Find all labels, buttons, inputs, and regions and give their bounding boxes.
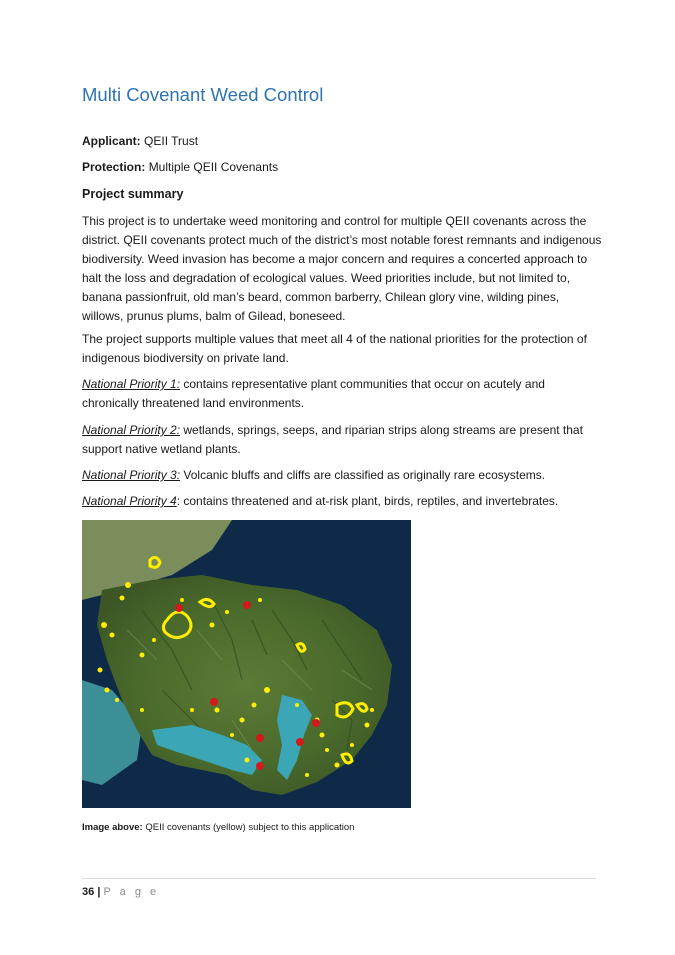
priority-label: National Priority 3: <box>82 468 181 482</box>
covenant-map-graphic <box>82 520 411 808</box>
page-number: 36 <box>82 886 95 898</box>
priority-2 <box>82 421 602 459</box>
covenant-patch <box>335 763 340 768</box>
site-marker <box>256 762 264 770</box>
site-marker <box>296 738 304 746</box>
covenant-map <box>82 520 411 808</box>
covenant-patch <box>230 733 234 737</box>
covenant-patch <box>115 698 119 702</box>
priority-4 <box>82 492 602 511</box>
covenant-patch <box>125 582 131 588</box>
covenant-patch <box>325 748 329 752</box>
covenant-patch <box>215 708 220 713</box>
priority-3 <box>82 466 602 485</box>
applicant-line <box>82 134 198 148</box>
priority-1 <box>82 375 602 413</box>
covenant-patch <box>264 687 270 693</box>
covenant-patch <box>320 733 325 738</box>
caption-text: QEII covenants (yellow) subject to this application <box>142 822 355 833</box>
covenant-patch <box>190 708 194 712</box>
image-caption <box>82 822 354 833</box>
page-title: Multi Covenant Weed Control <box>82 84 324 105</box>
covenant-patch <box>101 622 107 628</box>
priority-label: National Priority 1: <box>82 377 181 391</box>
covenant-patch <box>240 718 245 723</box>
summary-heading: Project summary <box>82 187 184 201</box>
caption-label: Image above: <box>82 822 143 833</box>
priority-label: National Priority 4 <box>82 494 177 508</box>
covenant-patch <box>370 708 374 712</box>
covenant-patch <box>210 623 215 628</box>
page-footer <box>82 886 159 898</box>
covenant-patch <box>245 758 250 763</box>
footer-divider <box>82 878 596 879</box>
values-paragraph: The project supports multiple values that meet all 4 of the national priorities for the protection of indigenous biodiversity on private land. <box>82 332 587 365</box>
priority-text: : contains threatened and at-risk plant, birds, reptiles, and invertebrates. <box>176 494 559 508</box>
covenant-patch <box>140 708 144 712</box>
applicant-value: QEII Trust <box>144 134 199 148</box>
covenant-patch <box>110 633 115 638</box>
covenant-patch <box>98 668 103 673</box>
covenant-patch <box>105 688 110 693</box>
covenant-patch <box>305 773 309 777</box>
site-marker <box>312 719 320 727</box>
covenant-patch <box>350 743 354 747</box>
covenant-patch <box>120 596 125 601</box>
priority-text: Volcanic bluffs and cliffs are classified as originally rare ecosystems. <box>180 468 546 482</box>
covenant-patch <box>258 598 262 602</box>
applicant-label: Applicant: <box>82 134 141 148</box>
covenant-patch <box>152 638 156 642</box>
protection-value: Multiple QEII Covenants <box>148 160 279 174</box>
priority-text: contains representative plant communities that occur on acutely and chronically threatened land environments. <box>82 377 545 410</box>
priority-text: wetlands, springs, seeps, and riparian strips along streams are present that support native wetland plants. <box>82 423 583 456</box>
covenant-patch <box>180 598 184 602</box>
protection-label: Protection: <box>82 160 146 174</box>
protection-line <box>82 160 278 174</box>
covenant-patch <box>365 723 370 728</box>
site-marker <box>243 601 251 609</box>
site-marker <box>256 734 264 742</box>
covenant-patch <box>295 703 299 707</box>
site-marker <box>210 698 218 706</box>
summary-paragraph: This project is to undertake weed monitoring and control for multiple QEII covenants across the district. QEII covenants protect much of the district’s most notable forest remnants and indigenous biodiversity. Weed invasion has become a major concern and requires a concerted approach to halt the loss and degradation of ecological values. Weed priorities include, but not limited to, banana passionfruit, old man’s beard, common barberry, Chilean glory vine, wilding pines, willows, prunus plums, balm of Gilead, boneseed. <box>82 214 602 323</box>
footer-separator: | <box>97 886 101 898</box>
covenant-patch <box>140 653 145 658</box>
site-marker <box>175 604 183 612</box>
covenant-patch <box>225 610 229 614</box>
covenant-patch <box>252 703 257 708</box>
priority-label: National Priority 2: <box>82 423 181 437</box>
page-word: P a g e <box>103 886 160 898</box>
